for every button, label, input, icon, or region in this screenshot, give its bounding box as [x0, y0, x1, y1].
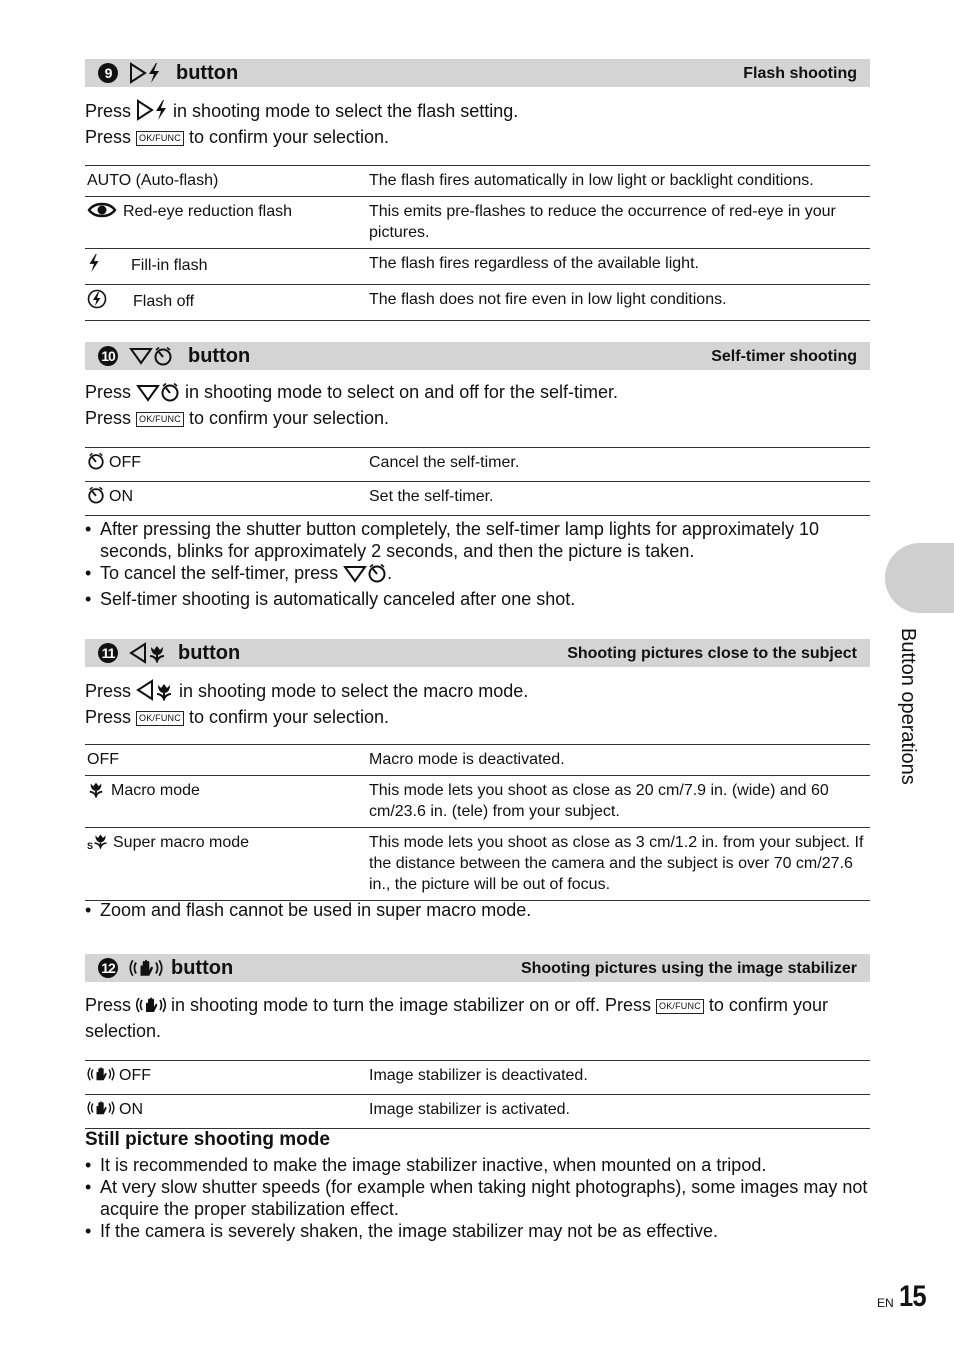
- list-item: • It is recommended to make the image stabilizer inactive, when mounted on a tripod.: [85, 1154, 870, 1176]
- page-language: EN: [877, 1296, 894, 1310]
- side-tab-label: Button operations: [897, 628, 919, 785]
- macro-button-icon: [129, 642, 167, 664]
- svg-text:S: S: [87, 841, 94, 850]
- self-timer-icon: [87, 452, 105, 476]
- macro-options-table: [85, 744, 870, 901]
- eye-icon: [87, 201, 117, 225]
- table-row: OFF Cancel the self-timer.: [85, 448, 870, 482]
- self-timer-icon: [87, 486, 105, 510]
- stabilizer-icon: [87, 1099, 115, 1123]
- ok-func-icon: OK/FUNC: [136, 131, 184, 146]
- timer-section-header: [85, 342, 870, 370]
- stabilizer-section-header: [85, 954, 870, 982]
- stabilizer-icon: [136, 995, 166, 1020]
- section-title: button: [188, 345, 251, 367]
- list-item: • If the camera is severely shaken, the image stabilizer may not be as effective.: [85, 1220, 870, 1242]
- list-item: • To cancel the self-timer, press .: [85, 562, 870, 588]
- list-item: • At very slow shutter speeds (for example when taking night photographs), some images may not acquire the proper stabilization effect.: [85, 1176, 870, 1220]
- macro-section-header: [85, 639, 870, 667]
- section-subtitle: Shooting pictures close to the subject: [567, 645, 857, 662]
- section-subtitle: Shooting pictures using the image stabilizer: [520, 960, 857, 977]
- stabilizer-options-table: [85, 1060, 870, 1129]
- table-row: ON Set the self-timer.: [85, 482, 870, 516]
- flash-section-header: [85, 59, 870, 87]
- timer-notes: [85, 518, 870, 610]
- still-picture-subheading: Still picture shooting mode: [85, 1129, 330, 1150]
- stabilizer-instructions: Press in shooting mode to turn the image stabilizer on or off. Press OK/FUNC to confirm your selection.: [85, 995, 828, 1041]
- table-row: Red-eye reduction flash This emits pre-flashes to reduce the occurrence of red-eye in your pictures.: [85, 197, 870, 249]
- table-row: S Super macro mode This mode lets you shoot as close as 3 cm/1.2 in. from your subject. If the distance between the camera and the subject is over 70 cm/27.6 in., the picture will be out of focus.: [85, 828, 870, 901]
- flash-button-icon: [129, 62, 161, 84]
- section-subtitle: Flash shooting: [743, 65, 857, 82]
- macro-icon: [87, 780, 105, 804]
- section-number-10: 10: [98, 346, 118, 366]
- table-row: OFF Image stabilizer is deactivated.: [85, 1061, 870, 1095]
- ok-func-icon: OK/FUNC: [136, 412, 184, 427]
- down-arrow-timer-icon: [343, 563, 387, 588]
- list-item: • Zoom and flash cannot be used in super macro mode.: [85, 899, 870, 921]
- flash-off-icon: [87, 289, 107, 315]
- section-number-11: 11: [98, 643, 118, 663]
- section-subtitle: Self-timer shooting: [711, 348, 857, 365]
- flash-options-table: [85, 165, 870, 321]
- flash-icon: [87, 253, 101, 279]
- stabilizer-icon: [87, 1065, 115, 1089]
- list-item: • After pressing the shutter button completely, the self-timer lamp lights for approximately 10 seconds, blinks for approximately 2 seconds, and then the picture is taken.: [85, 518, 870, 562]
- table-row: Macro mode This mode lets you shoot as close as 20 cm/7.9 in. (wide) and 60 cm/23.6 in. (tele) from your subject.: [85, 776, 870, 828]
- page-number: 15: [899, 1280, 926, 1313]
- macro-notes: [85, 899, 870, 921]
- table-row: ON Image stabilizer is activated.: [85, 1095, 870, 1129]
- table-row: Flash off The flash does not fire even in low light conditions.: [85, 285, 870, 321]
- section-title: button: [178, 642, 241, 664]
- ok-func-icon: OK/FUNC: [656, 999, 704, 1014]
- section-title: button: [176, 62, 239, 84]
- ok-func-icon: OK/FUNC: [136, 711, 184, 726]
- list-item: • Self-timer shooting is automatically canceled after one shot.: [85, 588, 870, 610]
- side-tab-marker: [885, 543, 954, 613]
- timer-options-table: [85, 447, 870, 516]
- down-arrow-timer-icon: [136, 382, 180, 407]
- section-number-9: 9: [98, 63, 118, 83]
- left-arrow-macro-icon: [136, 679, 174, 706]
- stabilizer-button-icon: [129, 957, 163, 979]
- table-row: Fill-in flash The flash fires regardless of the available light.: [85, 249, 870, 285]
- section-title: button: [171, 957, 234, 979]
- macro-instructions: Press in shooting mode to select the macro mode. Press OK/FUNC to confirm your selection.: [85, 681, 529, 727]
- self-timer-button-icon: [129, 345, 173, 367]
- table-row: OFF Macro mode is deactivated.: [85, 745, 870, 776]
- table-row: AUTO (Auto-flash) The flash fires automatically in low light or backlight conditions.: [85, 166, 870, 197]
- section-number-12: 12: [98, 958, 118, 978]
- super-macro-icon: [87, 832, 109, 856]
- timer-instructions: Press in shooting mode to select on and off for the self-timer. Press OK/FUNC to confirm your selection.: [85, 382, 618, 428]
- stabilizer-notes: [85, 1154, 870, 1242]
- flash-instructions: Press in shooting mode to select the flash setting. Press OK/FUNC to confirm your selection.: [85, 101, 519, 147]
- right-arrow-flash-icon: [136, 99, 168, 126]
